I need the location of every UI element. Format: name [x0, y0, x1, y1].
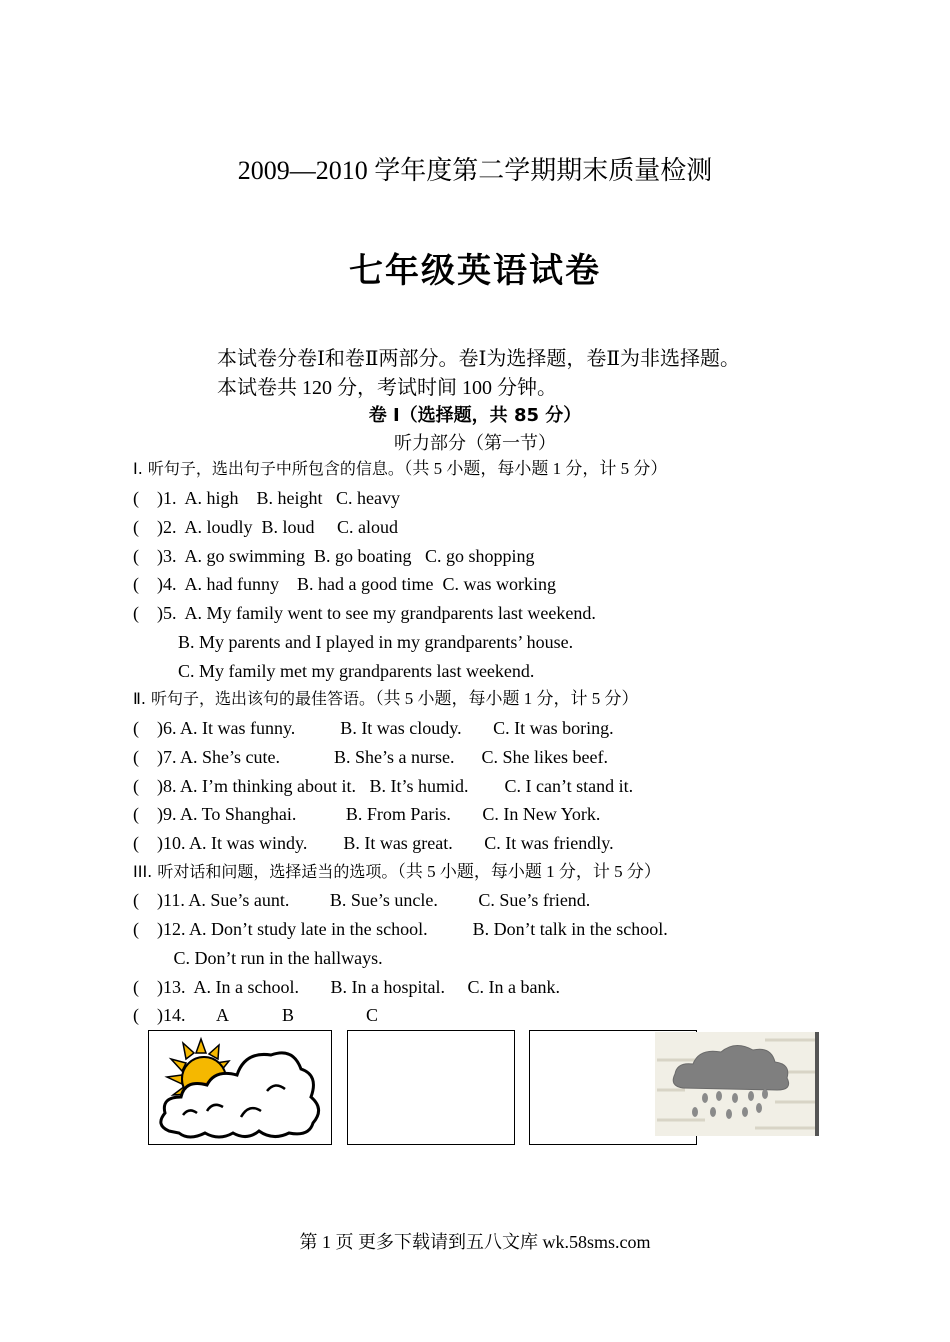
question-4: ( )4. A. had funny B. had a good time C. was working	[133, 574, 556, 594]
question-13: ( )13. A. In a school. B. In a hospital. C. In a bank.	[133, 977, 560, 997]
question-12-option-c: C. Don’t run in the hallways.	[133, 948, 383, 968]
exam-title: 2009—2010 学年度第二学期期末质量检测	[237, 156, 713, 185]
question-2: ( )2. A. loudly B. loud C. aloud	[133, 517, 398, 537]
section-title: Ⅰ. 听句子，选出句子中所包含的信息。	[133, 459, 404, 478]
picture-a-frame	[148, 1030, 332, 1145]
rain-cloud-icon	[655, 1032, 819, 1136]
question-11: ( )11. A. Sue’s aunt. B. Sue’s uncle. C. Sue’s friend.	[133, 890, 591, 910]
section-title: Ⅱ. 听句子，选出该句的最佳答语。	[133, 689, 376, 708]
sun-cloud-icon	[149, 1031, 330, 1143]
section-1-heading	[133, 458, 667, 480]
question-12: ( )12. A. Don’t study late in the school. B. Don’t talk in the school.	[133, 919, 668, 939]
question-3: ( )3. A. go swimming B. go boating C. go shopping	[133, 546, 535, 566]
question-14: ( )14. A B C	[133, 1005, 379, 1025]
question-8: ( )8. A. I’m thinking about it. B. It’s humid. C. I can’t stand it.	[133, 776, 634, 796]
question-9: ( )9. A. To Shanghai. B. From Paris. C. In New York.	[133, 804, 601, 824]
page-footer: 第 1 页 更多下载请到五八文库 wk.58sms.com	[299, 1232, 651, 1252]
section-note: （共 5 小题，每小题 1 分，计 5 分）	[403, 459, 668, 478]
part-heading: 卷 I（选择题，共 85 分）	[368, 405, 582, 426]
question-7: ( )7. A. She’s cute. B. She’s a nurse. C. She likes beef.	[133, 747, 608, 767]
intro-line-1: 本试卷分卷Ⅰ和卷Ⅱ两部分。卷Ⅰ为选择题，卷Ⅱ为非选择题。	[217, 348, 740, 370]
section-2-heading	[133, 688, 639, 710]
section-title: III. 听对话和问题，选择适当的选项。	[133, 862, 398, 881]
intro-line-2: 本试卷共 120 分，考试时间 100 分钟。	[217, 377, 557, 399]
section-3-heading	[133, 861, 661, 883]
section-note: （共 5 小题，每小题 1 分，计 5 分）	[375, 689, 639, 708]
question-1: ( )1. A. high B. height C. heavy	[133, 488, 400, 508]
question-5-option-b: B. My parents and I played in my grandparents’ house.	[133, 632, 574, 652]
rain-cloud-picture	[655, 1032, 819, 1136]
picture-b-frame	[347, 1030, 515, 1145]
question-10: ( )10. A. It was windy. B. It was great. C. It was friendly.	[133, 833, 614, 853]
section-note: （共 5 小题，每小题 1 分，计 5 分）	[397, 862, 661, 881]
paper-title: 七年级英语试卷	[349, 251, 601, 291]
question-6: ( )6. A. It was funny. B. It was cloudy. C. It was boring.	[133, 718, 614, 738]
question-5: ( )5. A. My family went to see my grandparents last weekend.	[133, 603, 596, 623]
listening-subheading: 听力部分（第一节）	[394, 433, 556, 454]
question-5-option-c: C. My family met my grandparents last weekend.	[133, 661, 535, 681]
